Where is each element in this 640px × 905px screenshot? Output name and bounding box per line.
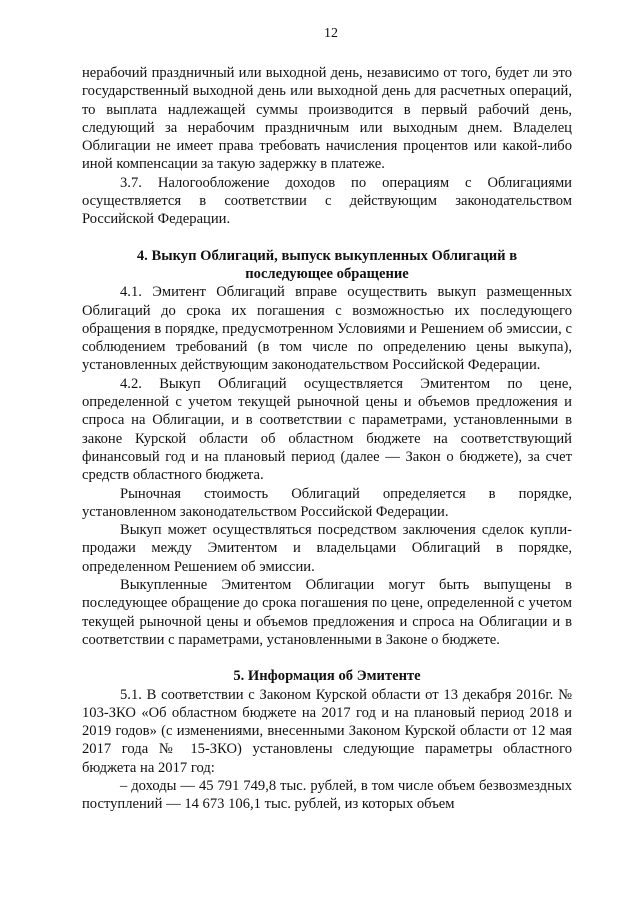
paragraph-revenues: – доходы — 45 791 749,8 тыс. рублей, в том числе объем безвозмездных поступлений — 14 673 106,1 тыс. рублей, из которых объем: [82, 777, 572, 813]
paragraph-4-2: 4.2. Выкуп Облигаций осуществляется Эмитентом по цене, определенной с учетом текущей рыночной цены и объемов предложения и спроса на Облигации, и в соответствии с параметрами, установленными в законе Курской области об областном бюджете на соответствующий финансовый год и на плановый период (далее — Закон о бюджете), за счет средств областного бюджета.: [82, 375, 572, 484]
section-4-heading: 4. Выкуп Облигаций, выпуск выкупленных Облигаций в последующее обращение: [136, 247, 518, 282]
paragraph-3-7: 3.7. Налогообложение доходов по операциям с Облигациями осуществляется в соответствии с действующим законодательством Российской Федерации.: [82, 174, 572, 228]
paragraph-continuation: нерабочий праздничный или выходной день, независимо от того, будет ли это государственный выходной день или выходной день для расчетных операций, то выплата надлежащей суммы производится в первый рабочий день, следующий за нерабочим праздничным или выходным днем. Владелец Облигации не имеет права требовать начисления процентов или какой-либо иной компенсации за такую задержку в платеже.: [82, 65, 572, 173]
section-5-heading: 5. Информация об Эмитенте: [233, 668, 421, 685]
paragraph-reissue: Выкупленные Эмитентом Облигации могут быть выпущены в последующее обращение до срока погашения по цене, определенной с учетом текущей рыночной цены и объемов предложения и спроса на Облигации и в соответствии с параметрами, установленными в Законе о бюджете.: [82, 577, 572, 648]
paragraph-buyback-deals: Выкуп может осуществляться посредством заключения сделок купли-продажи между Эмитентом и владельцами Облигаций в порядке, определенном Решением об эмиссии.: [82, 522, 572, 575]
page-number: 12: [324, 26, 338, 41]
paragraph-market-value: Рыночная стоимость Облигаций определяется в порядке, установленном законодательством Российской Федерации.: [82, 485, 572, 520]
paragraph-4-1: 4.1. Эмитент Облигаций вправе осуществить выкуп размещенных Облигаций до срока их погашения с возможностью их последующего обращения в порядке, предусмотренном Условиями и Решением об эмиссии, с соблюдением требований (в том числе по определению цены выкупа), установленных действующим законодательством Российской Федерации.: [82, 284, 572, 374]
document-page: [82, 26, 572, 814]
paragraph-5-1: 5.1. В соответствии с Законом Курской области от 13 декабря 2016г. № 103-ЗКО «Об областном бюджете на 2017 год и на плановый период 2018 и 2019 годов» (с изменениями, внесенными Законом Курской области от 12 мая 2017 года № 15-ЗКО) установлены следующие параметры областного бюджета на 2017 год:: [82, 686, 572, 776]
